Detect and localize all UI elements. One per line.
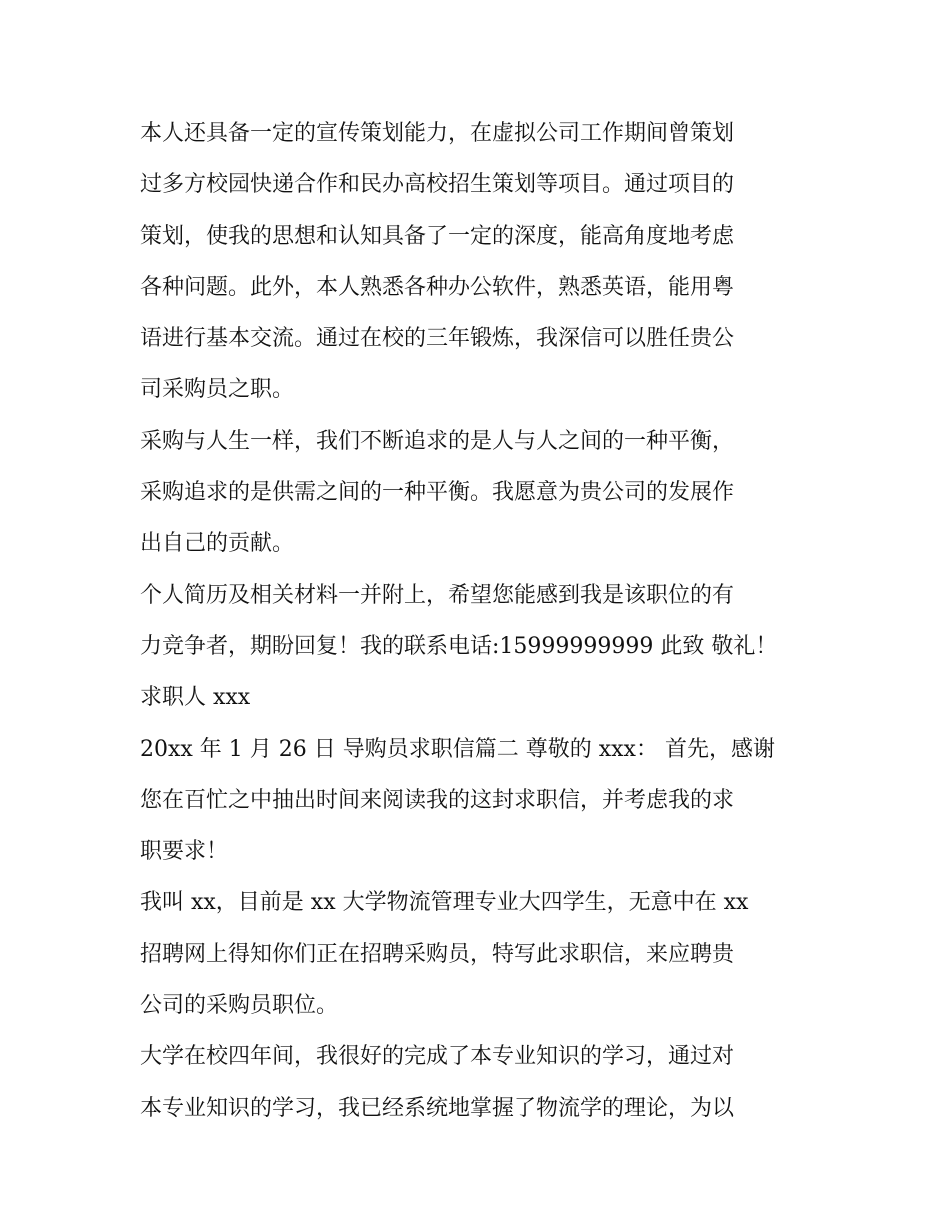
text-line: 过多方校园快递合作和民办高校招生策划等项目。通过项目的	[140, 172, 735, 198]
document-body	[140, 108, 820, 1134]
text-line: 采购追求的是供需之间的一种平衡。我愿意为贵公司的发展作	[140, 480, 735, 506]
text-line: 20xx 年 1 月 26 日 导购员求职信篇二 尊敬的 xxx： 首先，感谢	[140, 736, 775, 762]
text-line: 个人简历及相关材料一并附上，希望您能感到我是该职位的有	[140, 582, 735, 608]
text-line: 大学在校四年间，我很好的完成了本专业知识的学习，通过对	[140, 1044, 735, 1070]
text-line: 您在百忙之中抽出时间来阅读我的这封求职信，并考虑我的求	[140, 787, 735, 813]
text-line: 求职人 xxx	[140, 685, 251, 711]
text-line: 语进行基本交流。通过在校的三年锻炼，我深信可以胜任贵公	[140, 326, 735, 352]
text-line: 本人还具备一定的宣传策划能力，在虚拟公司工作期间曾策划	[140, 121, 735, 146]
text-line: 职要求！	[140, 839, 229, 865]
text-line: 公司的采购员职位。	[140, 993, 339, 1019]
text-line: 采购与人生一样，我们不断追求的是人与人之间的一种平衡，	[140, 428, 735, 454]
text-line: 我叫 xx，目前是 xx 大学物流管理专业大四学生，无意中在 xx	[140, 890, 749, 916]
text-line: 力竞争者，期盼回复！我的联系电话:15999999999 此致 敬礼！	[140, 633, 778, 659]
text-line: 司采购员之职。	[140, 377, 295, 403]
text-line: 本专业知识的学习，我已经系统地掌握了物流学的理论，为以	[140, 1095, 735, 1121]
text-line: 策划，使我的思想和认知具备了一定的深度，能高角度地考虑	[140, 223, 735, 249]
text-line: 各种问题。此外，本人熟悉各种办公软件，熟悉英语，能用粤	[140, 274, 735, 300]
text-line: 招聘网上得知你们正在招聘采购员，特写此求职信，来应聘贵	[140, 941, 735, 967]
text-line: 出自己的贡献。	[140, 531, 295, 557]
